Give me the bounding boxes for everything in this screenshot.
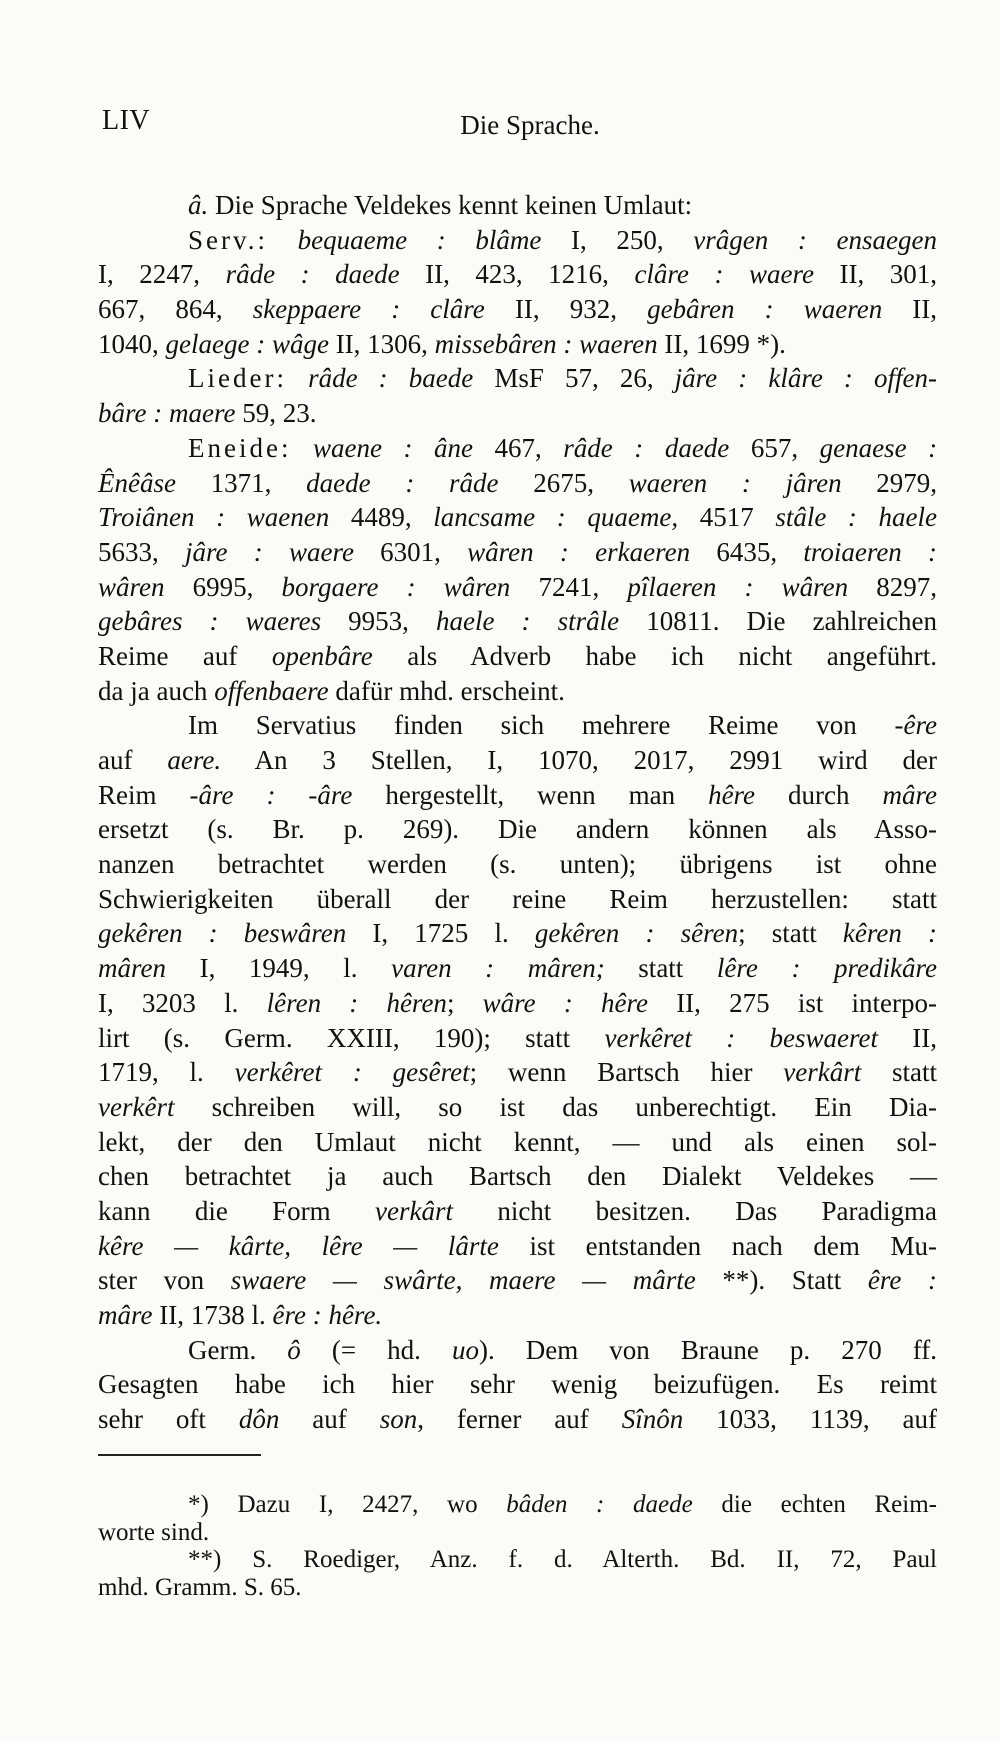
- paragraph-line: [98, 1367, 937, 1402]
- text: 4489,: [329, 502, 434, 533]
- paragraph-line: [98, 535, 937, 570]
- italic-text: gelaege : wâge: [165, 328, 329, 359]
- text: ;: [446, 987, 483, 1018]
- italic-text: stâle : haele: [775, 502, 937, 533]
- italic-text: -âre : -âre: [189, 779, 353, 810]
- text: ; wenn Bartsch hier: [469, 1057, 784, 1088]
- italic-text: wâre : hêre: [482, 987, 648, 1018]
- main-text: [98, 188, 937, 1437]
- text: als Adverb habe ich nicht angeführt.: [372, 640, 937, 671]
- italic-text: clâre : waere: [634, 259, 814, 290]
- text: durch: [755, 779, 883, 810]
- paragraph-line: [98, 361, 937, 396]
- paragraph-line: [98, 1402, 937, 1437]
- text: ). Dem von Braune p. 270 ff.: [478, 1334, 938, 1365]
- italic-text: verkârt: [783, 1057, 862, 1088]
- italic-text: verkêret : gesêret: [234, 1057, 470, 1088]
- text: 6435,: [690, 536, 804, 567]
- text: ster von: [98, 1265, 231, 1296]
- paragraph-line: [98, 1021, 937, 1056]
- text: sehr oft: [98, 1404, 239, 1435]
- text: 1371,: [175, 467, 307, 498]
- text: ; statt: [738, 918, 843, 949]
- text: Im Servatius finden sich mehrere Reime von: [188, 710, 895, 741]
- text: Schwierigkeiten überall der reine Reim herzustellen: statt: [98, 883, 937, 914]
- italic-text: haele : strâle: [436, 606, 620, 637]
- italic-text: daede : râde: [306, 467, 499, 498]
- text: (= hd.: [300, 1334, 452, 1365]
- italic-text: verkârt: [375, 1195, 453, 1226]
- italic-text: mâre: [98, 1300, 153, 1330]
- text: II, 423, 1216,: [399, 259, 635, 290]
- text: II, 1699 *).: [657, 328, 786, 359]
- footnote-line: [98, 1574, 937, 1602]
- text: lekt, der den Umlaut nicht kennt, — und als einen sol-: [98, 1126, 937, 1157]
- text: auf: [98, 745, 168, 775]
- italic-text: jâre : klâre : offen-: [674, 363, 938, 394]
- italic-text: waeren : jâren: [628, 467, 842, 498]
- text: MsF 57, 26,: [473, 363, 675, 394]
- paragraph-line: [98, 812, 937, 847]
- italic-text: wâren: [98, 571, 165, 602]
- paragraph-line: [98, 396, 937, 431]
- italic-text: gebâres : waeres: [98, 606, 322, 637]
- paragraph-line: [98, 1194, 937, 1229]
- text: 5633,: [98, 536, 185, 567]
- paragraph-line: [98, 708, 937, 743]
- paragraph-line: [98, 327, 937, 362]
- paragraph-line: [98, 1298, 937, 1333]
- text: kann die Form: [98, 1195, 376, 1226]
- paragraph-line: [98, 1159, 937, 1194]
- italic-text: uo: [451, 1334, 479, 1365]
- text: ist entstanden nach dem Mu-: [498, 1230, 937, 1261]
- text: I, 250,: [541, 224, 694, 255]
- text: Germ.: [188, 1334, 288, 1365]
- text: hergestellt, wenn man: [352, 779, 709, 810]
- text: 59, 23.: [235, 398, 317, 429]
- text: ersetzt (s. Br. p. 269). Die andern können als Asso-: [98, 814, 937, 845]
- paragraph-line: [98, 916, 937, 951]
- text: An 3 Stellen, I, 1070, 2017, 2991 wird der: [221, 745, 937, 775]
- italic-text: bâden : daede: [506, 1491, 693, 1518]
- paragraph-line: [98, 986, 937, 1021]
- italic-text: mâren: [98, 953, 166, 984]
- italic-text: jâre : waere: [185, 536, 354, 567]
- text: Gesagten habe ich hier sehr wenig beizufügen. Es reimt: [98, 1369, 937, 1400]
- text: 1033, 1139, auf: [683, 1404, 938, 1435]
- paragraph-line: [98, 778, 937, 813]
- text: [291, 433, 313, 463]
- italic-text: skeppaere : clâre: [252, 294, 485, 325]
- text: 9953,: [321, 606, 437, 637]
- text: 667, 864,: [98, 294, 253, 325]
- paragraph-line: [98, 570, 937, 605]
- italic-text: lancsame : quaeme,: [433, 502, 679, 533]
- italic-text: râde : daede: [225, 259, 400, 290]
- text: II,: [877, 1022, 937, 1053]
- italic-text: varen : mâren;: [391, 953, 605, 984]
- paragraph-line: [98, 1055, 937, 1090]
- italic-text: gebâren : waeren: [647, 294, 883, 325]
- text: *) Dazu I, 2427, wo: [188, 1491, 507, 1518]
- italic-text: verkêret : beswaeret: [604, 1022, 878, 1053]
- italic-text: openbâre: [271, 640, 373, 671]
- italic-text: verkêrt: [98, 1091, 175, 1122]
- italic-text: Ênêâse: [98, 467, 176, 498]
- text: **) S. Roediger, Anz. f. d. Alterth. Bd. II, 72, Paul: [188, 1546, 937, 1573]
- text: 8297,: [848, 571, 938, 602]
- paragraph-line: [98, 882, 937, 917]
- paragraph-line: [98, 1090, 937, 1125]
- paragraph-line: [98, 292, 937, 327]
- footnote-divider: [98, 1454, 261, 1456]
- text: statt: [861, 1057, 938, 1088]
- italic-text: hêre: [708, 779, 756, 810]
- paragraph-line: [98, 951, 937, 986]
- italic-text: pîlaeren : wâren: [627, 571, 849, 602]
- text: II, 932,: [484, 294, 648, 325]
- text: 6301,: [353, 536, 468, 567]
- italic-text: Sînôn: [621, 1404, 684, 1435]
- text: **). Statt: [695, 1265, 868, 1296]
- italic-text: ô: [287, 1334, 301, 1365]
- text: 10811. Die zahlreichen: [619, 606, 937, 637]
- text: II,: [882, 294, 938, 325]
- text: chen betrachtet ja auch Bartsch den Dialekt Veldekes —: [98, 1161, 937, 1192]
- paragraph-line: [98, 257, 937, 292]
- footnote-line: [98, 1546, 937, 1574]
- paragraph-line: [98, 223, 937, 258]
- text: I, 2247,: [98, 259, 226, 290]
- text: nanzen betrachtet werden (s. unten); übrigens ist ohne: [98, 849, 937, 880]
- text: , ferner auf: [417, 1404, 622, 1435]
- text: Serv.:: [188, 224, 268, 255]
- italic-text: -êre: [894, 710, 937, 741]
- text: 1040,: [98, 328, 166, 359]
- text: schreiben will, so ist das unberechtigt. Ein Dia-: [174, 1091, 937, 1122]
- text: [268, 225, 298, 255]
- text: 2979,: [841, 467, 938, 498]
- italic-text: gekêren : beswâren: [98, 918, 347, 949]
- footnote-line: [98, 1491, 937, 1519]
- paragraph-line: [98, 466, 937, 501]
- italic-text: êre :: [867, 1265, 937, 1296]
- text: II, 1306,: [328, 328, 435, 359]
- text: Reim: [98, 779, 190, 810]
- paragraph-line: [98, 743, 937, 778]
- paragraph-line: [98, 188, 937, 223]
- text: nicht besitzen. Das Paradigma: [452, 1195, 938, 1226]
- italic-text: râde : baede: [308, 363, 474, 394]
- italic-text: missebâren : waeren: [434, 328, 658, 359]
- text: II, 301,: [813, 259, 937, 290]
- italic-text: gekêren : sêren: [534, 918, 739, 949]
- text: 4517: [678, 502, 776, 533]
- text: II, 1738 l.: [152, 1300, 273, 1330]
- italic-text: swaere — swârte, maere — mârte: [230, 1265, 696, 1296]
- text: Eneide:: [188, 432, 292, 463]
- text: auf: [279, 1404, 380, 1435]
- text: 6995,: [164, 571, 282, 602]
- text: lirt (s. Germ. XXIII, 190); statt: [98, 1022, 605, 1053]
- text: 1719, l.: [98, 1057, 235, 1088]
- page-number: LIV: [102, 105, 151, 136]
- footnotes: [98, 1491, 937, 1601]
- italic-text: offenbaere: [214, 675, 329, 706]
- text: [287, 363, 308, 393]
- paragraph-line: [98, 431, 937, 466]
- italic-text: mâre: [882, 779, 937, 810]
- paragraph-line: [98, 1333, 937, 1368]
- paragraph-line: [98, 604, 937, 639]
- text: dafür mhd. erscheint.: [328, 675, 565, 706]
- text: 657,: [729, 432, 820, 463]
- paragraph-line: [98, 674, 937, 709]
- italic-text: râde : daede: [563, 432, 730, 463]
- italic-text: kêre — kârte, lêre — lârte: [98, 1230, 499, 1261]
- italic-text: lêren : hêren: [266, 987, 447, 1018]
- text: die echten Reim-: [692, 1491, 937, 1518]
- running-title: Die Sprache.: [460, 110, 600, 140]
- paragraph-line: [98, 500, 937, 535]
- italic-text: son: [379, 1404, 418, 1435]
- paragraph-line: [98, 847, 937, 882]
- text: I, 3203 l.: [98, 987, 267, 1018]
- italic-text: lêre : predikâre: [716, 953, 937, 984]
- text: 467,: [473, 432, 564, 463]
- footnote-line: [98, 1519, 937, 1547]
- text: I, 1725 l.: [346, 918, 535, 949]
- italic-text: vrâgen : ensaegen: [693, 224, 937, 255]
- italic-text: Troiânen : waenen: [98, 502, 330, 533]
- italic-text: bequaeme : blâme: [297, 224, 542, 255]
- text: II, 275 ist interpo-: [648, 987, 937, 1018]
- italic-text: waene : âne: [313, 432, 473, 463]
- text: da ja auch: [98, 675, 215, 706]
- italic-text: aere.: [167, 745, 222, 775]
- paragraph-line: [98, 1263, 937, 1298]
- paragraph-line: [98, 1229, 937, 1264]
- text: 7241,: [510, 571, 628, 602]
- italic-text: genaese :: [819, 432, 938, 463]
- paragraph-line: [98, 639, 937, 674]
- text: mhd. Gramm. S. 65.: [98, 1573, 302, 1601]
- text: Lieder:: [188, 363, 287, 394]
- text: I, 1949, l.: [166, 953, 392, 984]
- italic-text: dôn: [238, 1404, 280, 1435]
- italic-text: wâren : erkaeren: [467, 536, 691, 567]
- italic-text: troiaeren :: [803, 536, 938, 567]
- text: 2675,: [498, 467, 629, 498]
- text: worte sind.: [98, 1518, 210, 1546]
- text: statt: [604, 953, 717, 984]
- italic-text: borgaere : wâren: [281, 571, 511, 602]
- italic-text: êre : hêre.: [272, 1300, 383, 1330]
- italic-text: kêren :: [842, 918, 938, 949]
- italic-text: â.: [188, 190, 209, 220]
- paragraph-line: [98, 1125, 937, 1160]
- italic-text: bâre : maere: [98, 398, 236, 429]
- text: Die Sprache Veldekes kennt keinen Umlaut:: [208, 190, 693, 220]
- text: Reime auf: [98, 640, 272, 671]
